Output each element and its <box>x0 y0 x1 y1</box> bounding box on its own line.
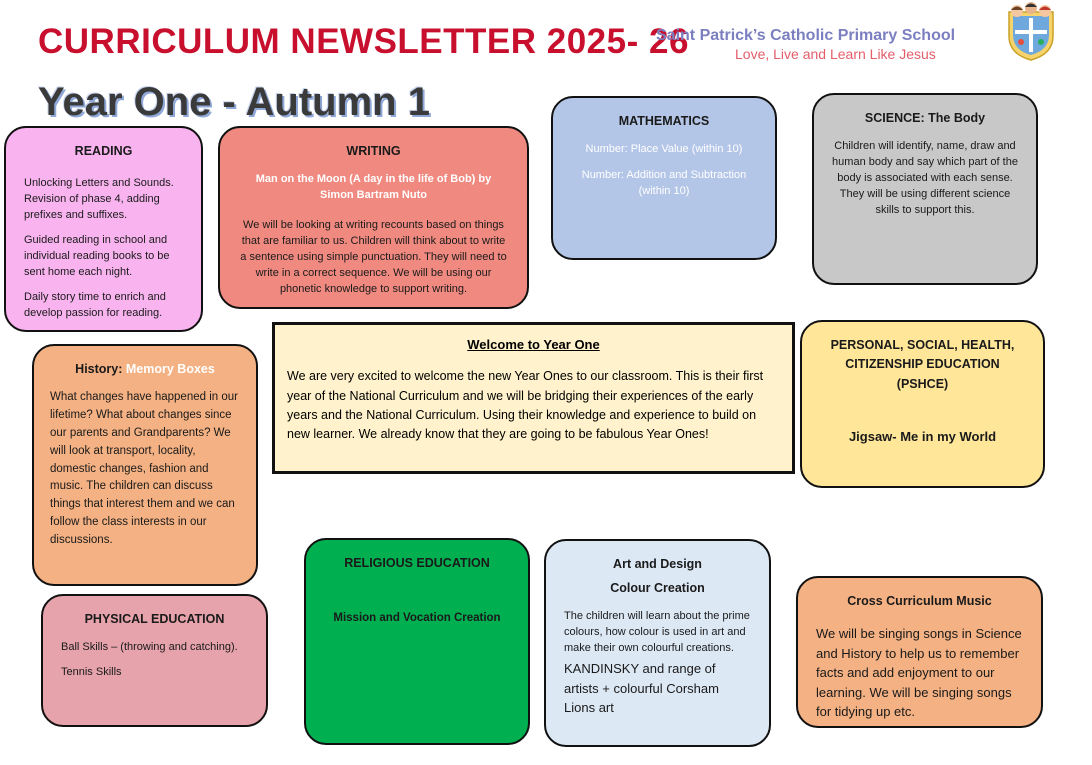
reading-paragraph: Daily story time to enrich and develop passion for reading. <box>24 290 166 319</box>
science-heading: SCIENCE: The Body <box>864 111 986 125</box>
music-body: We will be singing songs in Science and History to help us to remember facts and add enjoyment to our learning. We will be singing songs for tidying up etc. <box>816 626 1022 720</box>
re-focus: Mission and Vocation Creation <box>333 612 501 625</box>
pshce-card <box>800 320 1045 488</box>
pshce-unit: Jigsaw- Me in my World <box>848 429 997 445</box>
newsletter-title: CURRICULUM NEWSLETTER 2025- 26 <box>38 22 689 61</box>
reading-heading: READING <box>74 144 133 158</box>
music-heading: Cross Curriculum Music <box>847 594 992 608</box>
music-card <box>796 576 1043 728</box>
welcome-heading: Welcome to Year One <box>467 337 600 352</box>
art-subheading: Colour Creation <box>610 581 705 596</box>
science-body: Children will identify, name, draw and human body and say which part of the body is associated with each sense. They will be using different science skills to support this. <box>832 140 1018 216</box>
term-subtitle: Year One - Autumn 1 <box>38 80 430 124</box>
writing-card <box>218 126 529 309</box>
history-body: What changes have happened in our lifetime? What about changes since our parents and Grandparents? We will look at transport, locality, domestic changes, fashion and music. The children can discuss things that interest them and we can follow the class interests in our discussions. <box>50 391 238 546</box>
history-heading <box>50 360 240 379</box>
reading-paragraph: Unlocking Letters and Sounds. Revision of phase 4, adding prefixes and suffixes. <box>24 177 174 221</box>
history-heading-label: History: <box>75 362 123 376</box>
maths-item: Number: Place Value (within 10) <box>585 143 743 156</box>
re-heading: RELIGIOUS EDUCATION <box>344 556 490 570</box>
reading-paragraph: Guided reading in school and individual reading books to be sent home each night. <box>24 233 170 278</box>
pe-item: Tennis Skills <box>61 666 122 679</box>
writing-body: We will be looking at writing recounts based on things that are familiar to us. Children will think about to write a sentence using simple punctuation. They will need to write in a correct sequence. We will be using our phonetic knowledge to support writing. <box>240 219 507 295</box>
welcome-card <box>272 322 795 474</box>
science-card <box>812 93 1038 285</box>
reading-card <box>4 126 203 332</box>
pe-card <box>41 594 268 727</box>
art-body: The children will learn about the prime colours, how colour is used in art and make their own colourful creations. <box>564 610 750 655</box>
art-extra: KANDINSKY and range of artists + colourful Corsham Lions art <box>564 661 719 716</box>
pshce-heading: PERSONAL, SOCIAL, HEALTH, CITIZENSHIP EDUCATION (PSHCE) <box>830 338 1015 391</box>
pe-item: Ball Skills – (throwing and catching). <box>61 641 238 654</box>
welcome-body: We are very excited to welcome the new Year Ones to our classroom. This is their first year of the National Curriculum and we will be bridging their experiences of the early years and the National Curriculum. Using their knowledge and experience to build on new learner. We already know that they are going to be fabulous Year Ones! <box>287 369 764 442</box>
art-card <box>544 539 771 747</box>
maths-heading: MATHEMATICS <box>618 114 710 128</box>
maths-card <box>551 96 777 260</box>
history-card <box>32 344 258 586</box>
writing-book-title: Man on the Moon (A day in the life of Bob) by Simon Bartram Nuto <box>255 173 492 202</box>
school-motto: Love, Live and Learn Like Jesus <box>735 46 936 62</box>
art-heading: Art and Design <box>613 557 702 571</box>
pe-heading: PHYSICAL EDUCATION <box>84 612 225 626</box>
maths-item: Number: Addition and Subtraction (within 10) <box>581 169 747 197</box>
history-topic: Memory Boxes <box>125 362 215 376</box>
school-name: Saint Patrick’s Catholic Primary School <box>656 27 956 44</box>
re-card <box>304 538 530 745</box>
writing-heading: WRITING <box>346 144 401 158</box>
school-crest-icon <box>1003 2 1059 62</box>
